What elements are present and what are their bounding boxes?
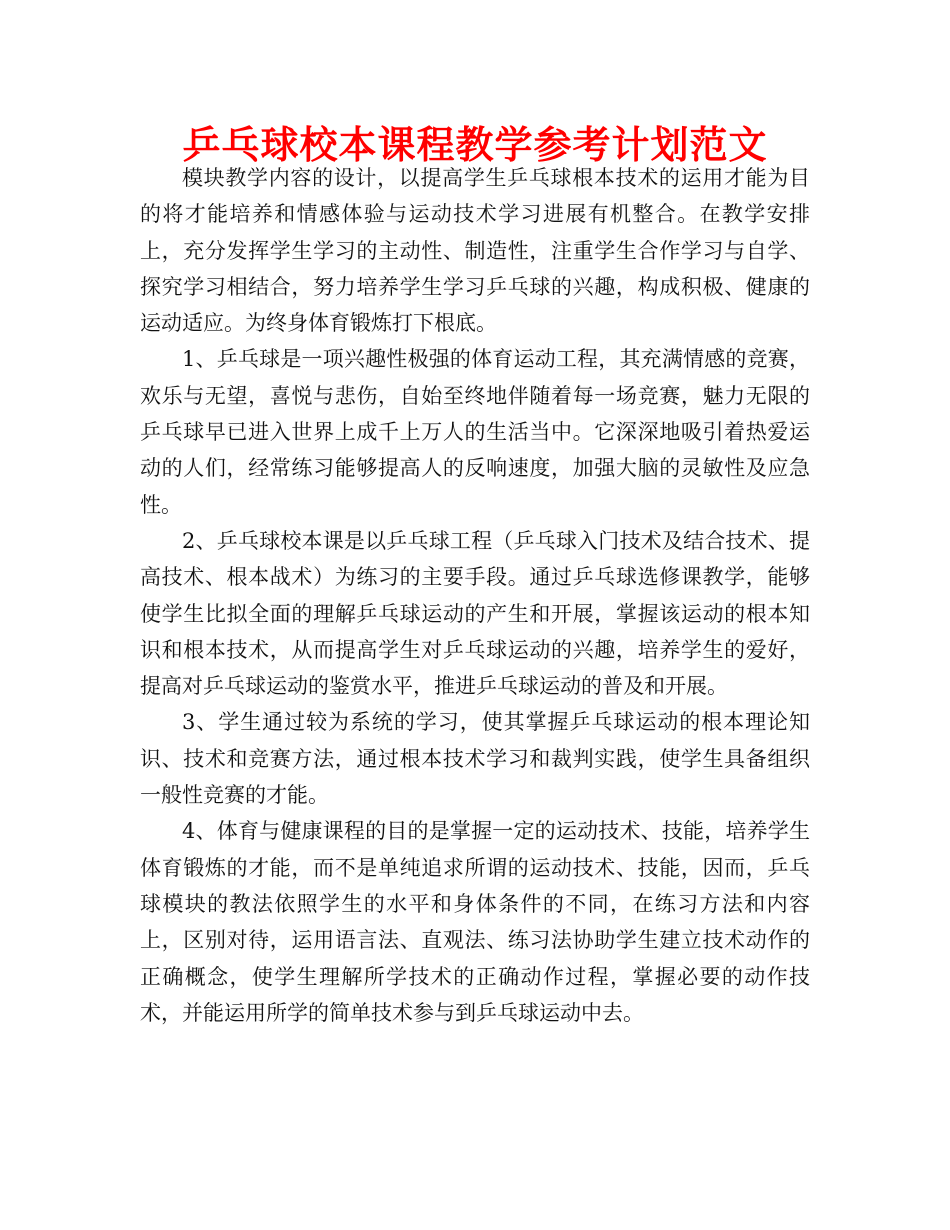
- paragraph-4: 4、体育与健康课程的目的是掌握一定的运动技术、技能，培养学生体育锻炼的才能，而不是单纯追求所谓的运动技术、技能，因而，乒乓球模块的教法依照学生的水平和身体条件的不同，在练习方法和内容上，区别对待，运用语言法、直观法、练习法协助学生建立技术动作的正确概念，使学生理解所学技术的正确动作过程，掌握必要的动作技术，并能运用所学的简单技术参与到乒乓球运动中去。: [140, 819, 810, 1025]
- intro-paragraph: 模块教学内容的设计，以提高学生乒乓球根本技术的运用才能为目的将才能培养和情感体验与运动技术学习进展有机整合。在教学安排上，充分发挥学生学习的主动性、制造性，注重学生合作学习与自学、探究学习相结合，努力培养学生学习乒乓球的兴趣，构成积极、健康的运动适应。为终身体育锻炼打下根底。: [140, 166, 810, 336]
- document-body: [140, 160, 810, 1031]
- paragraph-3: 3、学生通过较为系统的学习，使其掌握乒乓球运动的根本理论知识、技术和竞赛方法，通过根本技术学习和裁判实践，使学生具备组织一般性竞赛的才能。: [140, 710, 810, 808]
- paragraph-2: 2、乒乓球校本课是以乒乓球工程（乒乓球入门技术及结合技术、提高技术、根本战术）为练习的主要手段。通过乒乓球选修课教学，能够使学生比拟全面的理解乒乓球运动的产生和开展，掌握该运动的根本知识和根本技术，从而提高学生对乒乓球运动的兴趣，培养学生的爱好，提高对乒乓球运动的鉴赏水平，推进乒乓球运动的普及和开展。: [140, 528, 810, 699]
- paragraph-1: 1、乒乓球是一项兴趣性极强的体育运动工程，其充满情感的竞赛，欢乐与无望，喜悦与悲伤，自始至终地伴随着每一场竞赛，魅力无限的乒乓球早已进入世界上成千上万人的生活当中。它深深地吸引着热爱运动的人们，经常练习能够提高人的反响速度，加强大脑的灵敏性及应急性。: [140, 347, 810, 517]
- document-title: 乒乓球校本课程教学参考计划范文: [182, 123, 768, 167]
